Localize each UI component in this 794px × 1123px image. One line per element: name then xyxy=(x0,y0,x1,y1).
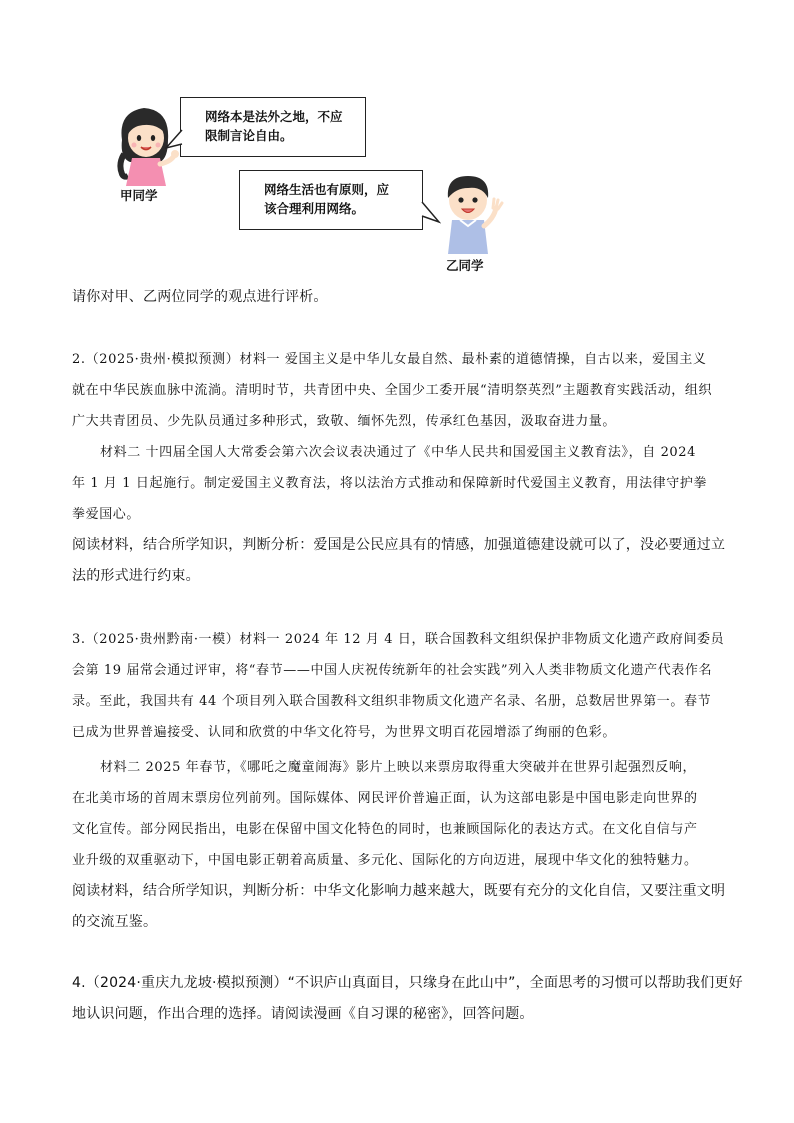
boy-student-icon xyxy=(432,168,512,254)
q4-line: 地认识问题，作出合理的选择。请阅读漫画《自习课的秘密》，回答问题。 xyxy=(72,1006,534,1022)
q2-m1-line: 广大共青团员、少先队员通过多种形式，致敬、缅怀先烈，传承红色基因，汲取奋进力量。 xyxy=(72,414,617,429)
student-a-label: 甲同学 xyxy=(120,188,158,203)
question-2-material-2 xyxy=(72,437,722,530)
question-2-prompt xyxy=(72,530,726,592)
question-3-material-2 xyxy=(72,752,722,876)
q3-question-line: 的交流互鉴。 xyxy=(72,914,158,930)
q2-question-line: 法的形式进行约束。 xyxy=(72,568,200,584)
q2-m2-line: 年 1 月 1 日起施行。制定爱国主义教育法，将以法治方式推动和保障新时代爱国主义教育，用法律守护拳 xyxy=(72,476,708,491)
question-3-material-1 xyxy=(72,624,725,748)
q3-question-line: 阅读材料，结合所学知识，判断分析：中华文化影响力越来越大，既要有充分的文化自信，又要注重文明 xyxy=(72,883,726,899)
question-4 xyxy=(72,968,743,1030)
q2-question-line: 阅读材料，结合所学知识，判断分析：爱国是公民应具有的情感，加强道德建设就可以了，没必要通过立 xyxy=(72,537,726,553)
question-3-prompt xyxy=(72,876,726,938)
student-b-label: 乙同学 xyxy=(446,258,484,273)
q2-m1-line: 2.（2025·贵州·模拟预测）材料一 爱国主义是中华儿女最自然、最朴素的道德情操，自古以来，爱国主义 xyxy=(72,352,707,367)
q3-m1-line: 3.（2025·贵州黔南·一模）材料一 2024 年 12 月 4 日，联合国教科文组织保护非物质文化遗产政府间委员 xyxy=(72,632,725,647)
bubble-b-line: 网络生活也有原则，应 xyxy=(264,182,390,197)
q3-m2-line: 在北美市场的首周末票房位列前列。国际媒体、网民评价普遍正面，认为这部电影是中国电影走向世界的 xyxy=(72,791,698,806)
question-1-prompt xyxy=(72,282,722,313)
q3-m2-line: 业升级的双重驱动下，中国电影正朝着高质量、多元化、国际化的方向迈进，展现中华文化的独特魅力。 xyxy=(72,853,698,868)
bubble-a-line: 网络本是法外之地，不应 xyxy=(205,109,343,124)
q3-m1-line: 会第 19 届常会通过评审，将“春节——中国人庆祝传统新年的社会实践”列入人类非物质文化遗产代表作名 xyxy=(72,663,713,678)
q2-m2-line: 材料二 十四届全国人大常委会第六次会议表决通过了《中华人民共和国爱国主义教育法》，自 2024 xyxy=(100,445,697,460)
q3-m2-line: 文化宣传。部分网民指出，电影在保留中国文化特色的同时，也兼顾国际化的表达方式。在文化自信与产 xyxy=(72,822,698,837)
bubble-a-line: 限制言论自由。 xyxy=(205,128,293,143)
q3-m1-line: 录。至此，我国共有 44 个项目列入联合国教科文组织非物质文化遗产名录、名册，总数居世界第一。春节 xyxy=(72,694,712,709)
q2-m2-line: 拳爱国心。 xyxy=(72,507,141,522)
speech-bubble-b xyxy=(239,170,423,230)
q4-line: 4.（2024·重庆九龙坡·模拟预测）“不识庐山真面目，只缘身在此山中”，全面思考的习惯可以帮助我们更好 xyxy=(72,975,743,991)
speech-bubble-a xyxy=(180,97,366,157)
q1-prompt-text: 请你对甲、乙两位同学的观点进行评析。 xyxy=(72,289,328,305)
q3-m1-line: 已成为世界普遍接受、认同和欣赏的中华文化符号，为世界文明百花园增添了绚丽的色彩。 xyxy=(72,725,617,740)
q3-m2-line: 材料二 2025 年春节，《哪吒之魔童闹海》影片上映以来票房取得重大突破并在世界引起强烈反响， xyxy=(100,760,697,775)
bubble-b-line: 该合理利用网络。 xyxy=(264,201,365,216)
bubble-a-tail xyxy=(165,128,183,156)
q2-m1-line: 就在中华民族血脉中流淌。清明时节，共青团中央、全国少工委开展“清明祭英烈”主题教育实践活动，组织 xyxy=(72,383,713,398)
question-2-material-1 xyxy=(72,344,722,437)
